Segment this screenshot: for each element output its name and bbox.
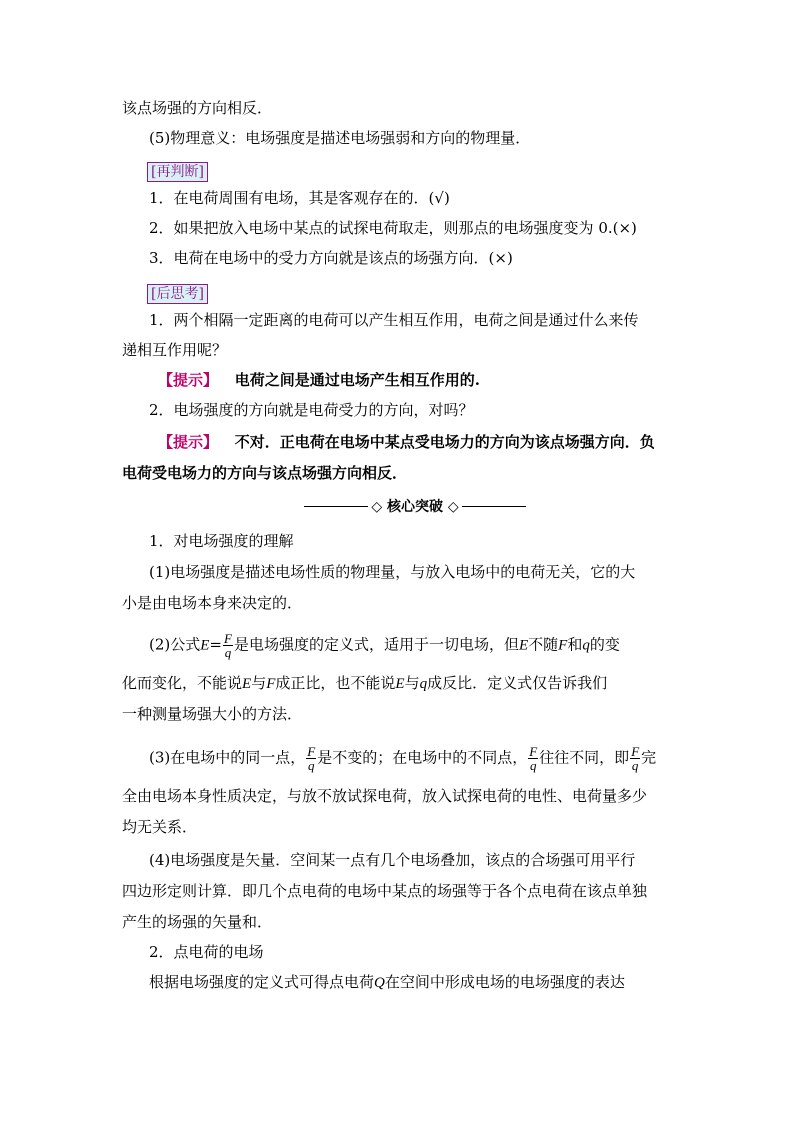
text-line: 四边形定则计算．即几个点电荷的电场中某点的场强等于各个点电荷在该点单独 [122,882,648,900]
text-fragment: 成反比．定义式仅告诉我们 [427,674,608,692]
symbol-E: E [518,637,529,654]
symbol-F: F [558,637,568,654]
text-fragment: 的变 [589,635,620,654]
fraction-denominator: q [631,758,639,773]
text-line: 该点场强的方向相反． [122,99,273,117]
text-fragment: 与 [404,674,420,692]
rejudge-tag-label: [再判断] [147,162,208,182]
text-fragment: (3)在电场中的同一点， [149,748,306,767]
divider-rule [304,506,368,507]
fraction-numerator: F [529,744,538,759]
hint-line [158,370,480,390]
formula-line [149,745,656,772]
judge-item: 2．如果把放入电场中某点的试探电荷取走，则那点的电场强度变为 0.(×) [149,219,637,237]
text-line: 产生的场强的矢量和． [122,913,273,931]
text-line: 小是由电场本身来决定的． [122,594,303,612]
text-fragment: 是电场强度的定义式，适用于一切电场，但 [233,635,519,654]
text-fragment: 根据电场强度的定义式可得点电荷 [149,973,375,991]
question-line: 2．电场强度的方向就是电荷受力的方向，对吗？ [149,401,474,419]
fraction-numerator: F [307,744,316,759]
text-line: 全由电场本身性质决定，与放不放试探电荷，放入试探电荷的电性、电荷量多少 [122,787,648,805]
fraction-denominator: q [307,758,315,773]
question-line: 递相互作用呢？ [122,341,228,359]
hint-label: 【提示】 [158,433,219,451]
rejudge-section-tag [147,161,208,182]
fraction-denominator: q [224,645,232,660]
think-tag-label: [后思考] [147,284,208,304]
text-fragment: 与 [251,674,267,692]
symbol-E: E [200,637,210,654]
formula-line [149,632,620,659]
fraction-F-over-q [223,632,233,659]
question-line: 1．两个相隔一定距离的电荷可以产生相互作用，电荷之间是通过什么来传 [149,311,639,329]
hint-text: 电荷之间是通过电场产生相互作用的. [234,371,481,389]
text-fragment: 完 [641,748,657,767]
symbol-q: q [582,637,590,654]
hint-text: 不对．正电荷在电场中某点受电场力的方向为该点场强方向．负 [234,433,655,451]
section-heading: 1．对电场强度的理解 [149,532,294,550]
text-fragment: 往往不同，即 [539,748,630,767]
symbol-F: F [266,676,276,692]
fraction-numerator: F [631,744,640,759]
text-line: (4)电场强度是矢量．空间某一点有几个电场叠加，该点的合场强可用平行 [149,851,636,869]
symbol-E: E [242,676,252,692]
text-fragment: 和 [567,635,583,654]
hint-line [158,432,655,452]
fraction-numerator: F [224,631,232,646]
text-fragment: 化而变化，不能说 [122,674,243,692]
text-fragment: (2)公式 [149,635,201,654]
fraction-denominator: q [529,758,537,773]
symbol-q: q [419,676,428,692]
hint-text: 电荷受电场力的方向与该点场强方向相反． [122,464,408,482]
section-heading: 2．点电荷的电场 [149,943,264,961]
core-breakthrough-divider [304,496,526,516]
text-line: 均无关系． [122,818,198,836]
text-line: (5)物理意义：电场强度是描述电场强弱和方向的物理量． [149,129,531,147]
text-line: (1)电场强度是描述电场性质的物理量，与放入电场中的电荷无关，它的大 [149,563,636,581]
equals-sign: = [209,635,222,654]
symbol-E: E [395,676,405,692]
fraction-F-over-q [528,745,538,772]
think-section-tag [147,283,208,304]
text-fragment: 不随 [528,635,559,654]
text-fragment: 成正比，也不能说 [275,674,396,692]
fraction-F-over-q [630,745,640,772]
text-fragment: 是不变的；在电场中的不同点， [317,748,528,767]
fraction-F-over-q [306,745,316,772]
text-fragment: 在空间中形成电场的电场强度的表达 [384,973,625,991]
divider-label: ◇ 核心突破 ◇ [371,499,459,515]
hint-label: 【提示】 [158,371,219,389]
judge-item: 3．电荷在电场中的受力方向就是该点的场强方向．(×) [149,249,513,267]
text-line: 一种测量场强大小的方法． [122,705,303,723]
text-line [122,673,607,694]
text-line [149,972,625,993]
symbol-Q: Q [374,975,385,991]
divider-rule [462,506,526,507]
judge-item: 1．在电荷周围有电场，其是客观存在的．(√) [149,189,450,207]
